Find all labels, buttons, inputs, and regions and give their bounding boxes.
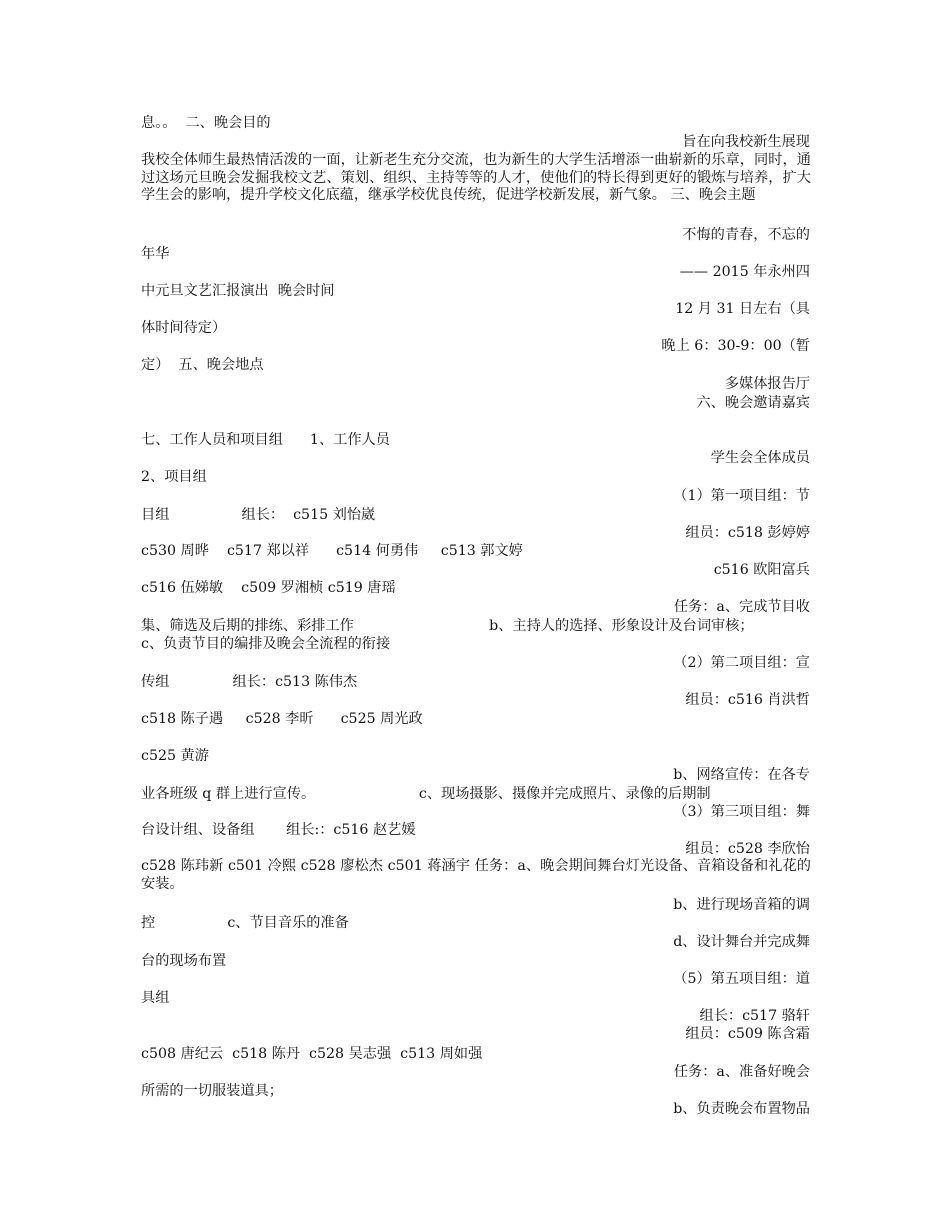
- text-line: c、负责节目的编排及晚会全流程的衔接: [141, 636, 391, 652]
- text-line: c518 陈子遇 c528 李昕 c525 周光政: [141, 711, 423, 727]
- text-line: 业各班级 q 群上进行宣传。 c、现场摄影、摄像并完成照片、录像的后期制: [141, 786, 711, 802]
- text-line: （1）第一项目组：节: [673, 488, 810, 504]
- text-line: 组员：c528 李欣怡: [685, 841, 810, 857]
- text-line: 学生会全体成员: [710, 450, 810, 466]
- text-line: 传组 组长：c513 陈伟杰: [141, 674, 358, 690]
- text-line: 组员：c518 彭婷婷: [685, 525, 810, 541]
- text-line: 息。。 二、晚会目的: [141, 115, 271, 131]
- text-line: 年华: [141, 246, 170, 262]
- text-line: 旨在向我校新生展现: [682, 134, 810, 150]
- text-line: 六、晚会邀请嘉宾: [696, 395, 810, 411]
- text-line: 台设计组、设备组 组长:：c516 赵艺媛: [141, 822, 416, 838]
- text-line: b、负责晚会布置物品: [673, 1101, 810, 1117]
- text-line: 晚上 6：30-9：00（暂: [661, 338, 810, 354]
- text-line: b、网络宣传：在各专: [673, 767, 810, 783]
- text-line: 具组: [141, 990, 170, 1006]
- text-line: 控 c、节目音乐的准备: [141, 915, 349, 931]
- text-line: c530 周晔 c517 郑以祥 c514 何勇伟 c513 郭文婷: [141, 543, 523, 559]
- text-line: 台的现场布置: [141, 953, 227, 969]
- text-line: 组员：c516 肖洪哲: [685, 692, 810, 708]
- text-line: c516 欧阳富兵: [713, 562, 810, 578]
- text-line: 定） 五、晚会地点: [141, 357, 264, 373]
- text-line: 体时间待定）: [141, 320, 227, 336]
- text-line: c508 唐纪云 c518 陈丹 c528 吴志强 c513 周如强: [141, 1046, 483, 1062]
- text-line: 12 月 31 日左右（具: [675, 301, 810, 317]
- text-line: 目组 组长： c515 刘怡崴: [141, 507, 376, 523]
- text-line: 集、筛选及后期的排练、彩排工作 b、主持人的选择、形象设计及台词审核；: [141, 618, 754, 634]
- text-line: 任务：a、完成节目收: [673, 599, 810, 615]
- text-line: 七、工作人员和项目组 1、工作人员: [141, 432, 390, 448]
- text-line: b、进行现场音箱的调: [673, 897, 810, 913]
- text-line: c516 伍娣敏 c509 罗湘桢 c519 唐瑶: [141, 580, 396, 596]
- text-line: 不悔的青春，不忘的: [682, 227, 810, 243]
- text-line: （2）第二项目组：宣: [673, 655, 810, 671]
- text-line: 多媒体报告厅: [724, 376, 810, 392]
- text-line: （3）第三项目组：舞: [673, 804, 810, 820]
- text-line: 组员：c509 陈含霜: [685, 1026, 810, 1042]
- text-line: 2、项目组: [141, 469, 207, 485]
- text-line: 中元旦文艺汇报演出 晚会时间: [141, 283, 335, 299]
- text-paragraph: 我校全体师生最热情活泼的一面，让新老生充分交流，也为新生的大学生活增添一曲崭新的乐章，同时，通过这场元旦晚会发掘我校文艺、策划、组织、主持等等的人才，使他们的特长得到更好的锻炼与培养，扩大学生会的影响，提升学校文化底蕴，继承学校优良传统，促进学校新发展，新气象。 三、晚会主题: [141, 152, 811, 203]
- text-line: 任务：a、准备好晚会: [673, 1064, 810, 1080]
- text-line: （5）第五项目组：道: [673, 971, 810, 987]
- text-line: 所需的一切服装道具；: [141, 1083, 283, 1099]
- text-line: 组长：c517 骆轩: [699, 1008, 810, 1024]
- text-paragraph: c528 陈玮新 c501 冷熙 c528 廖松杰 c501 蒋涵宇 任务：a、晚会期间舞台灯光设备、音箱设备和礼花的安装。: [141, 858, 811, 892]
- text-line: —— 2015 年永州四: [679, 264, 810, 280]
- text-line: c525 黄游: [141, 748, 209, 764]
- text-line: d、设计舞台并完成舞: [673, 934, 810, 950]
